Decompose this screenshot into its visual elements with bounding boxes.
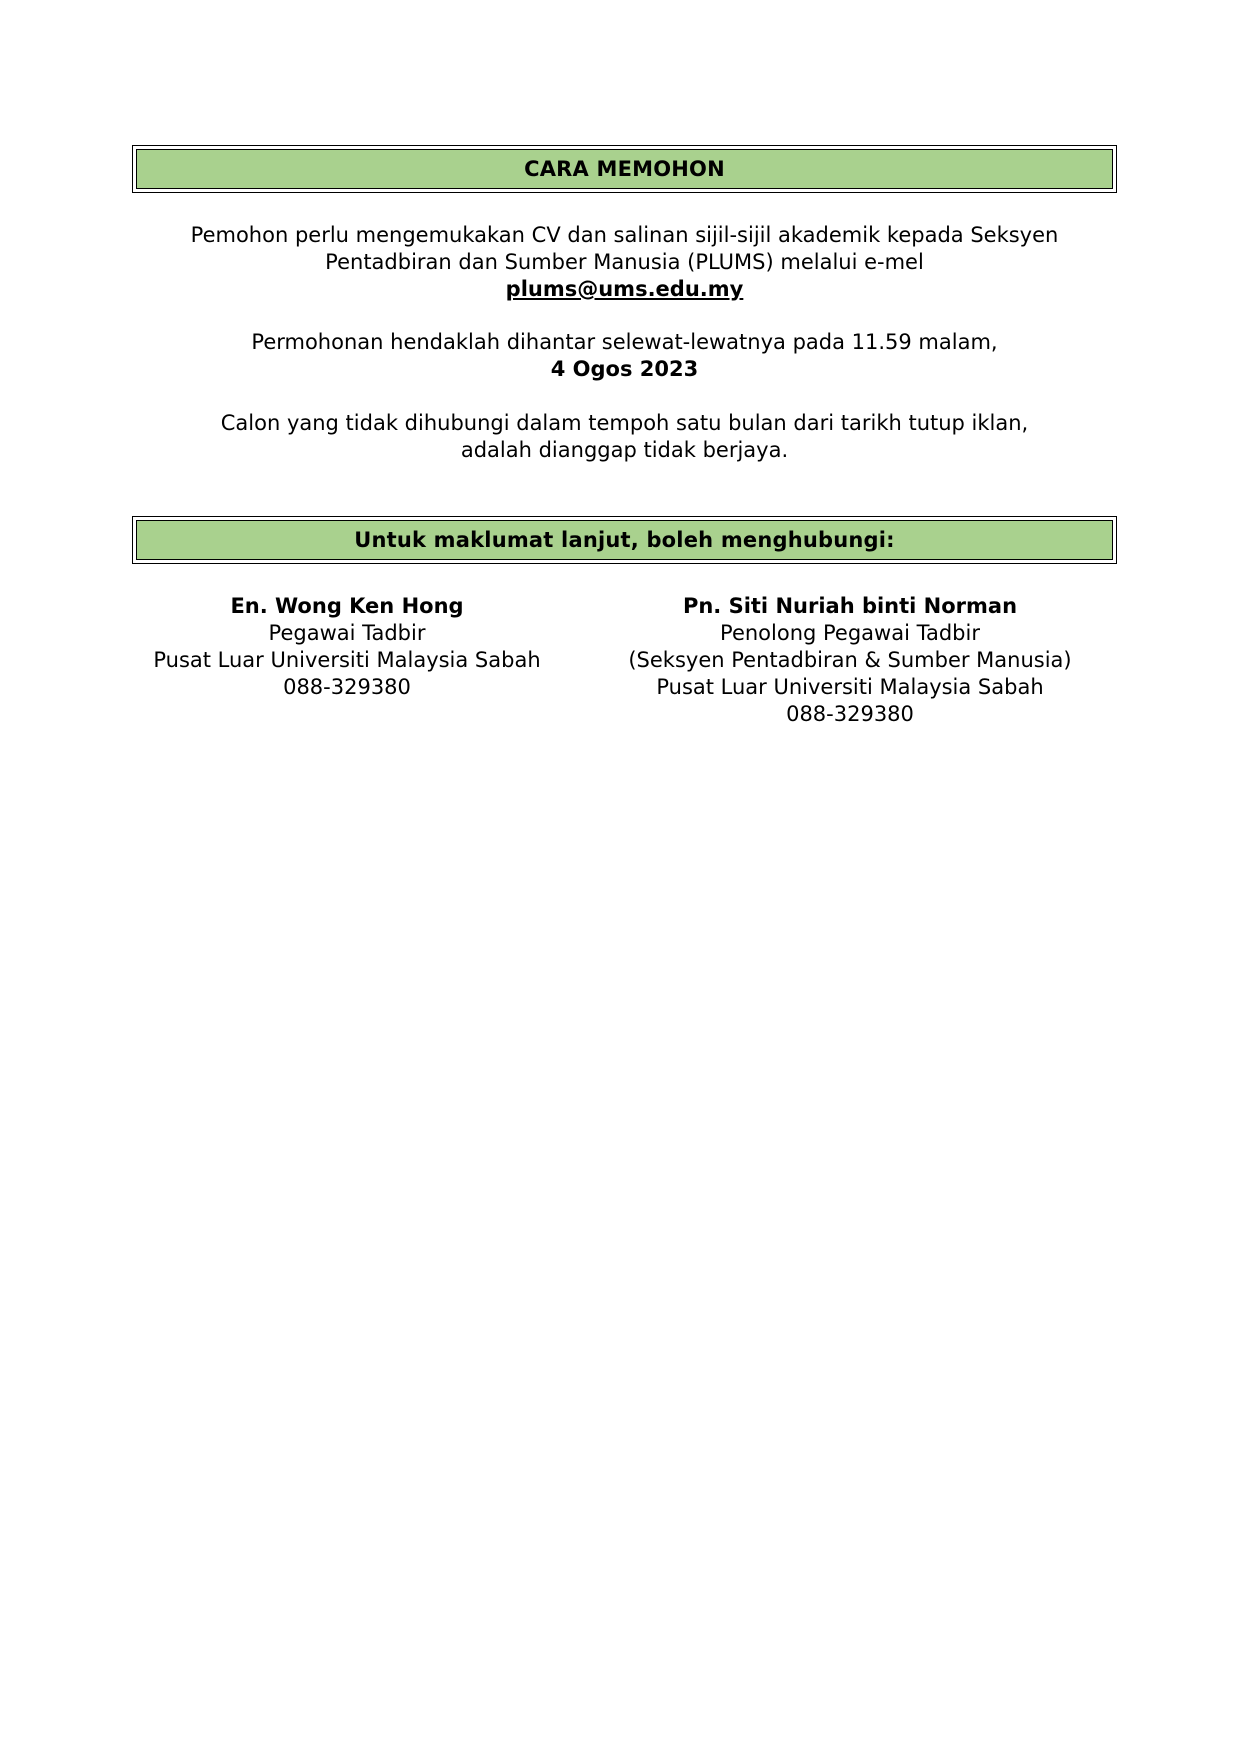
deadline-paragraph: [132, 329, 1117, 383]
application-instructions: [132, 222, 1117, 303]
contact-name: En. Wong Ken Hong: [230, 594, 464, 618]
contact-organization: Pusat Luar Universiti Malaysia Sabah: [656, 675, 1044, 699]
notice-paragraph: [132, 410, 1117, 464]
contact-name: Pn. Siti Nuriah binti Norman: [682, 594, 1018, 618]
contact-title: Untuk maklumat lanjut, boleh menghubungi:: [136, 520, 1113, 560]
contact-organization: Pusat Luar Universiti Malaysia Sabah: [153, 648, 541, 672]
contact-position: Pegawai Tadbir: [268, 621, 426, 645]
instruction-line-1: Pemohon perlu mengemukakan CV dan salinan sijil-sijil akademik kepada Seksyen: [190, 223, 1059, 247]
contact-header: [132, 516, 1117, 564]
contact-phone: 088-329380: [283, 675, 411, 699]
deadline-text: Permohonan hendaklah dihantar selewat-lewatnya pada 11.59 malam,: [251, 330, 998, 354]
email-link[interactable]: plums@ums.edu.my: [505, 277, 744, 301]
cara-memohon-title: CARA MEMOHON: [136, 149, 1113, 189]
contact-department: (Seksyen Pentadbiran & Sumber Manusia): [628, 648, 1072, 672]
contact-position: Penolong Pegawai Tadbir: [720, 621, 980, 645]
cara-memohon-header: [132, 145, 1117, 193]
contact-card-wong: [132, 593, 562, 701]
contact-card-siti: [600, 593, 1100, 728]
notice-line-2: adalah dianggap tidak berjaya.: [460, 438, 789, 462]
instruction-line-2: Pentadbiran dan Sumber Manusia (PLUMS) melalui e-mel: [325, 250, 924, 274]
notice-line-1: Calon yang tidak dihubungi dalam tempoh satu bulan dari tarikh tutup iklan,: [220, 411, 1029, 435]
deadline-date: 4 Ogos 2023: [550, 357, 699, 381]
contact-phone: 088-329380: [786, 702, 914, 726]
